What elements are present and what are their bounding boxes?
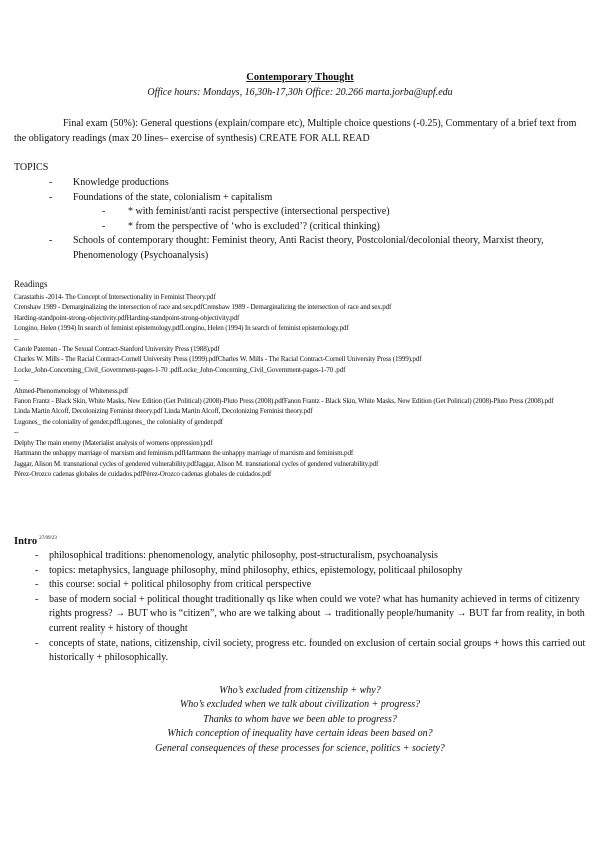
intro-heading [14, 536, 57, 547]
question-line: Who’s excluded from citizenship + why? [219, 685, 381, 696]
reading-separator: -- [14, 376, 19, 385]
readings-heading: Readings [14, 279, 48, 289]
reading-line: Lugones_ the coloniality of gender.pdfLugones_ the coloniality of gender.pdf [14, 417, 223, 426]
reading-line: Hartmann the unhappy marriage of marxism and feminism.pdfHartmann the unhappy marriage of marxism and feminism.pdf [14, 449, 354, 458]
list-item: - philosophical traditions: phenomenology, analytic philosophy, post-structuralism, psychoanalysis [35, 549, 590, 564]
intro-list [35, 549, 590, 666]
list-item: - Knowledge productions [49, 176, 589, 191]
list-item: - Schools of contemporary thought: Feminist theory, Anti Racist theory, Postcolonial/decolonial theory, Marxist theory, Phenomenology (Psychoanalysis) [49, 234, 589, 263]
reading-line: Carole Pateman - The Sexual Contract-Stanford University Press (1988).pdf [14, 345, 220, 354]
list-item: - Foundations of the state, colonialism + capitalism [49, 191, 589, 206]
topics-heading: TOPICS [14, 162, 49, 173]
list-item: - this course: social + political philosophy from critical perspective [35, 578, 590, 593]
document-title: Contemporary Thought [246, 72, 354, 83]
final-exam-paragraph: Final exam (50%): General questions (explain/compare etc), Multiple choice questions (-0.25), Commentary of a brief text from the obligatory readings (max 20 lines– exercise of synthesis) CREATE FOR ALL READ [14, 118, 577, 144]
reading-line: Crenshaw 1989 - Demarginalizing the intersection of race and sex.pdfCrenshaw 1989 - Demarginalizing the intersection of race and sex.pdf [14, 303, 392, 312]
reading-line: Delphy The main enemy (Materialist analysis of womens oppression).pdf [14, 438, 213, 447]
reading-line: Locke_John-Concerning_Civil_Government-pages-1-70 .pdfLocke_John-Concerning_Civil_Government-pages-1-70 .pdf [14, 365, 346, 374]
question-line: Who’s excluded when we talk about civilization + progress? [179, 699, 421, 711]
topics-list [49, 176, 589, 264]
reading-line: Fanon Frantz - Black Skin, White Masks, New Edition (Get Political) (2008)-Pluto Press (2008).pdfFanon Frantz - Black Skin, White Masks, New Edition (Get Political) (2008)-Pluto Press (2008).pdf [14, 397, 554, 406]
reading-line: Linda Martin Alcoff, Decolonizing Feminist theory.pdf Linda Martin Alcoff, Decolonizing Feminist theory.pdf [14, 407, 313, 416]
intro-heading-label: Intro [14, 536, 38, 547]
reading-line: Harding-standpoint-strong-objectivity.pdfHarding-standpoint-strong-objectivity.pdf [14, 313, 240, 322]
reading-line: Charles W. Mills - The Racial Contract-Cornell University Press (1999).pdfCharles W. Mills - The Racial Contract-Cornell University Press (1999).pdf [14, 355, 422, 364]
question-line: Which conception of inequality have certain ideas been based on? [167, 728, 433, 740]
list-item: - topics: metaphysics, language philosophy, mind philosophy, ethics, epistemology, politicaal philosophy [35, 564, 590, 579]
question-line: General consequences of these processes for science, politics + society? [155, 742, 445, 754]
reading-line: Longino, Helen (1994) In search of feminist epistemology.pdfLongino, Helen (1994) In search of feminist epistemology.pdf [14, 324, 349, 333]
reading-line: Pérez-Orozco cadenas globales de cuidados.pdfPérez-Orozco cadenas globales de cuidados.pdf [14, 469, 272, 478]
reading-line: Ahmed-Phenomenology of Whiteness.pdf [14, 386, 129, 395]
list-item: - * from the perspective of ‘who is excluded’? (critical thinking) [49, 220, 589, 235]
questions-block [0, 684, 600, 756]
list-item: - * with feminist/anti racist perspective (intersectional perspective) [49, 205, 589, 220]
intro-date: 27/09/23 [39, 536, 57, 541]
question-line: Thanks to whom have we been able to progress? [203, 713, 397, 725]
reading-line: Carastathis -2014- The Concept of Intersectionality in Feminist Theory.pdf [14, 293, 216, 301]
reading-separator: -- [14, 428, 19, 437]
reading-line: Jaggar, Alison M. transnational cycles of gendered vulnerability.pdfJaggar, Alison M. transnational cycles of gendered vulnerability.pdf [14, 459, 379, 468]
reading-separator: -- [14, 334, 19, 343]
list-item: - base of modern social + political thought traditionally qs like when could we vote? what has humanity achieved in terms of citizenry rights progress? → BUT who is “citizen”, who are we talking about → traditionally people/humanity → BUT far from reality, in both current reality + history of thought [35, 593, 590, 637]
readings-list [14, 292, 594, 479]
office-hours-line: Office hours: Mondays, 16,30h-17,30h Office: 20.266 marta.jorba@upf.edu [147, 87, 453, 98]
list-item: - concepts of state, nations, citizenship, civil society, progress etc. founded on exclusion of certain social groups + hows this carried out historically + philosophically. [35, 637, 590, 666]
